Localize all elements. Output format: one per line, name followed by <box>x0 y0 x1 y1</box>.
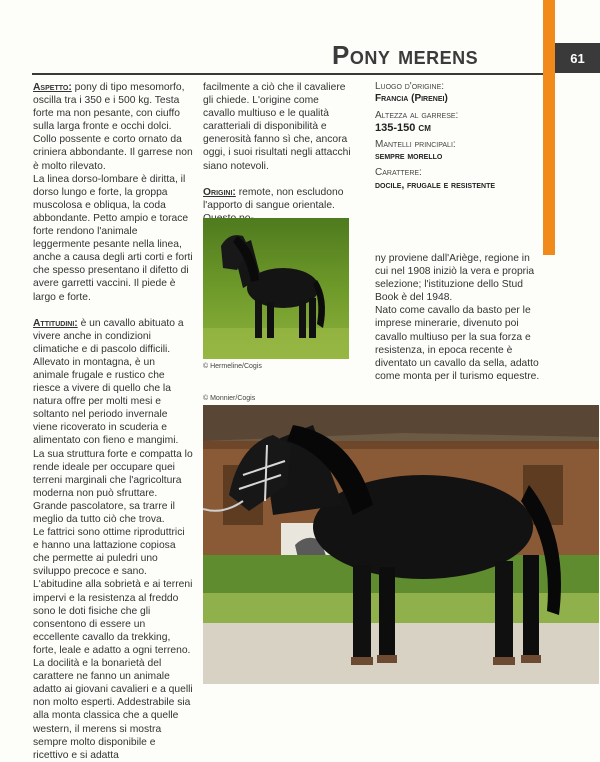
text-column-right <box>375 252 545 383</box>
page-title: Pony merens <box>332 40 479 70</box>
altezza-label: Altezza al garrese: <box>375 109 459 121</box>
paragraph-ariege: ny proviene dall'Ariège, regione in cui nel 1908 iniziò la vera e propria selezione; l'istituzione dello Stud Book è del 1948. <box>375 253 535 304</box>
pony-grass-image <box>203 218 349 359</box>
paragraph-dorso: La linea dorso-lombare è diritta, il dorso lungo e forte, la groppa muscolosa e obliqua, la coda abbondante. Petto ampio e torace forte rendono l'animale leggermente pesante nella linea, anche a causa degli arti corti e forti che spesso presentano il difetto di avere garretti vaccini. Il piede è largo e forte. <box>33 173 193 303</box>
carattere-label: Carattere: <box>375 167 422 179</box>
photo-credit-1: © Hermeline/Cogis <box>203 363 262 370</box>
origini-label: Origini: <box>203 186 236 198</box>
spacer <box>203 173 353 186</box>
luogo-label: Luogo d'origine: <box>375 81 445 92</box>
paragraph-storia: Nato come cavallo da basto per le imprese minerarie, divenuto poi cavallo multiuso per la sua forza e resistenza, in epoca recente è diventato un cavallo da sella, adatto come monta per il turismo equestre. <box>375 305 540 382</box>
origini-text: remote, non escludono l'apporto di sangue orientale. <box>203 186 344 211</box>
paragraph-continuation: facilmente a ciò che il cavaliere gli chiede. L'origine come cavallo multiuso e le qualità caratteriali di disponibilità e generosità fanno sì che, ancora oggi, i suoi risultati negli attacchi siano notevoli. <box>203 82 351 172</box>
attitudini-text: è un cavallo abituato a vivere anche in condizioni climatiche e di pascolo difficili. Allevato in montagna, è un animale frugale e rustico che riesce a vivere di quello che la natura offre per molti mesi e soltanto nel periodo invernale viene ricoverato in scuderia e alimentato con fieno e mangimi. <box>33 317 184 447</box>
aspetto-text: pony di tipo mesomorfo, oscilla tra i 350 e i 500 kg. Testa forte ma non pesante, con ciuffo sulla larga fronte e occhi dolci. Collo possente e corto ornato da criniera abbondante. Il garrese non è molto rilevato. <box>33 82 193 172</box>
paragraph-aspetto <box>33 81 193 173</box>
text-column-left <box>33 81 193 762</box>
mantelli-label: Mantelli principali: <box>375 138 456 150</box>
altezza-value: 135-150 cm <box>375 122 431 135</box>
title-rule <box>32 73 543 75</box>
photo-credit-2: © Monnier/Cogis <box>203 395 256 402</box>
attitudini-label: Attitudini: <box>33 317 78 329</box>
paragraph-fattrici: Le fattrici sono ottime riproduttrici e hanno una lattazione copiosa che permette ai puledri uno sviluppo precoce e sano. L'abitudine alla sobrietà e ai terreni impervi e la resistenza al freddo sono le doti fisiche che gli consentono di essere un eccellente cavallo da trekking, forte, leale e adatto a ogni terreno. La docilità e la bonarietà del carattere ne fanno un animale adatto ai giovani cavalieri e a quelli non molto esperti. Addestrabile sia alla monta classica che a quelle western, il merens si mostra sempre molto disponibile e ricettivo e si adatta <box>33 527 193 761</box>
info-box <box>375 81 540 196</box>
photo-pony-grass <box>203 218 349 359</box>
paragraph-attitudini <box>33 317 193 448</box>
mantelli-value: sempre morello <box>375 151 443 163</box>
luogo-value: Francia (Pirenei) <box>375 93 448 105</box>
pony-stable-image <box>203 405 599 684</box>
carattere-value: docile, frugale e resistente <box>375 179 496 191</box>
page-number: 61 <box>555 43 600 73</box>
spacer <box>33 304 193 317</box>
text-column-middle <box>203 81 353 225</box>
paragraph-struttura: La sua struttura forte e compatta lo rende ideale per occupare quei terreni marginali che l'agricoltura moderna non può sfruttare. Grande pascolatore, sa trarre il meglio da tutto ciò che trova. <box>33 448 193 525</box>
photo-pony-stable <box>203 405 599 684</box>
aspetto-label: Aspetto: <box>33 82 72 93</box>
orange-accent-bar <box>543 0 555 255</box>
